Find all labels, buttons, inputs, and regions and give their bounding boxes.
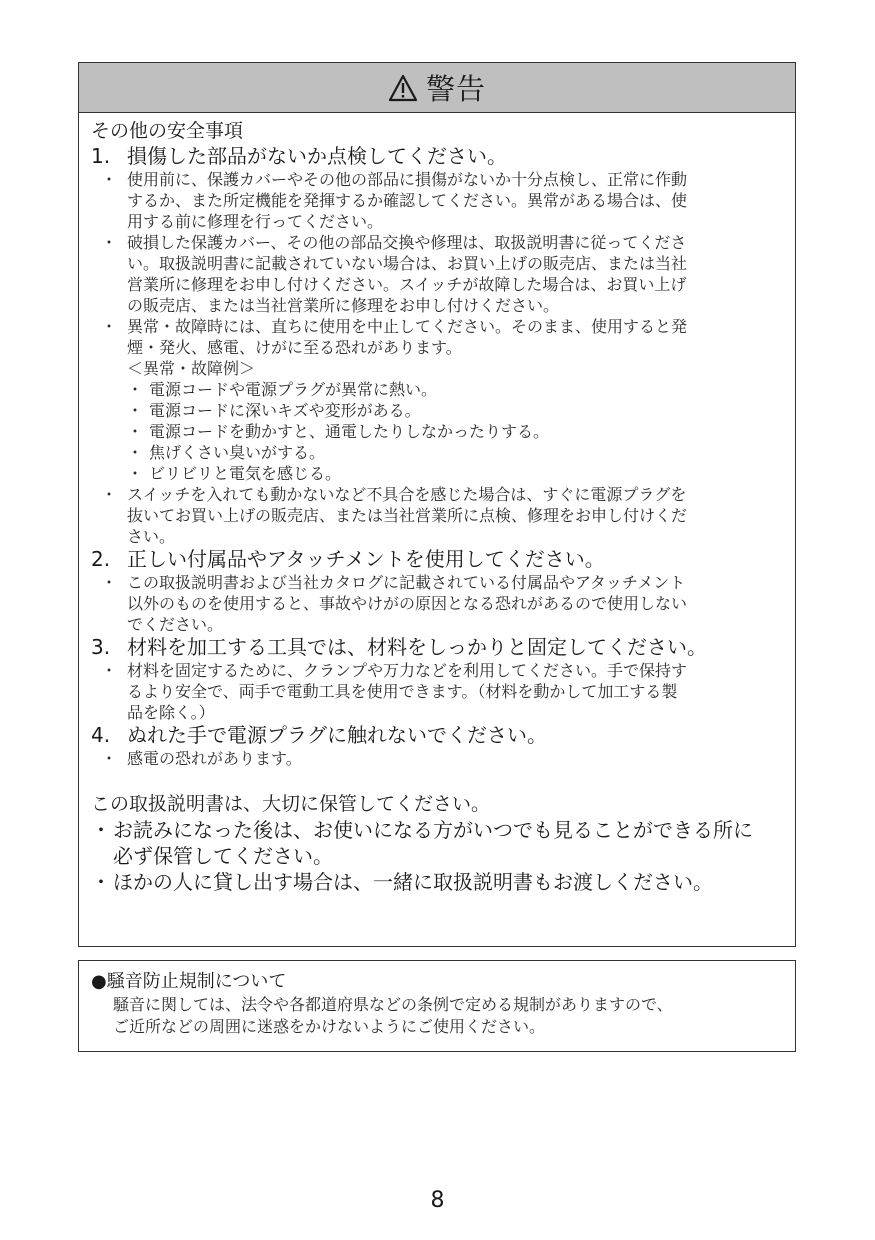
bullet-line: 材料を固定するために、クランプや万力などを利用してください。手で保持す bbox=[127, 661, 688, 680]
item-number: 4. bbox=[91, 723, 111, 747]
keep-line: 必ず保管してください。 bbox=[113, 844, 333, 868]
bullet-dot: ・ bbox=[100, 170, 117, 189]
noise-regulation-box bbox=[78, 960, 796, 1052]
bullet-line: この取扱説明書および当社カタログに記載されている付属品やアタッチメント bbox=[127, 573, 686, 592]
item-title-text: 正しい付属品やアタッチメントを使用してください。 bbox=[127, 547, 605, 571]
bullet-dot: ・ bbox=[127, 401, 144, 420]
spacer bbox=[91, 769, 783, 791]
bullet-dot: ・ bbox=[100, 485, 117, 504]
list-item bbox=[91, 484, 783, 547]
bullet-line: でください。 bbox=[127, 615, 224, 634]
example-item bbox=[91, 379, 783, 400]
example-text: ビリビリと電気を感じる。 bbox=[149, 464, 342, 483]
bullet-line: 用する前に修理を行ってください。 bbox=[127, 212, 384, 231]
item-title-1 bbox=[91, 144, 783, 169]
bullet-line: 感電の恐れがあります。 bbox=[127, 749, 302, 768]
list-item bbox=[91, 660, 783, 723]
noise-line: ご近所などの周囲に迷惑をかけないようにご使用ください。 bbox=[113, 1017, 546, 1036]
safety-subhead: その他の安全事項 bbox=[91, 120, 244, 142]
keep-item bbox=[91, 817, 783, 869]
list-item bbox=[91, 316, 783, 358]
item-number: 3. bbox=[91, 635, 111, 659]
example-item bbox=[91, 442, 783, 463]
example-item bbox=[91, 421, 783, 442]
bullet-line: い。取扱説明書に記載されていない場合は、お買い上げの販売店、または当社 bbox=[127, 254, 688, 273]
bullet-dot: ・ bbox=[127, 443, 144, 462]
warning-body bbox=[79, 113, 795, 895]
bullet-dot: ・ bbox=[127, 464, 144, 483]
bullet-line: 異常・故障時には、直ちに使用を中止してください。そのまま、使用すると発 bbox=[127, 317, 688, 336]
bullet-line: 使用前に、保護カバーやその他の部品に損傷がないか十分点検し、正常に作動 bbox=[127, 170, 688, 189]
bullet-dot: ・ bbox=[100, 749, 117, 768]
bullet-dot: ・ bbox=[100, 573, 117, 592]
bullet-dot: ・ bbox=[100, 661, 117, 680]
bullet-line: 抜いてお買い上げの販売店、または当社営業所に点検、修理をお申し付けくだ bbox=[127, 506, 688, 525]
item-title-text: 損傷した部品がないか点検してください。 bbox=[127, 144, 507, 168]
page-number: 8 bbox=[430, 1188, 445, 1213]
bullet-line: スイッチを入れても動かないなど不具合を感じた場合は、すぐに電源プラグを bbox=[127, 485, 687, 504]
bullet-dot: ・ bbox=[100, 233, 117, 252]
list-item bbox=[91, 572, 783, 635]
bullet-line: 破損した保護カバー、その他の部品交換や修理は、取扱説明書に従ってくださ bbox=[127, 233, 687, 252]
example-text: 焦げくさい臭いがする。 bbox=[149, 443, 326, 462]
bullet-dot: ・ bbox=[91, 818, 111, 842]
item-title-3 bbox=[91, 635, 783, 660]
noise-line: 騒音に関しては、法令や各都道府県などの条例で定める規制がありますので、 bbox=[113, 995, 673, 1014]
example-item bbox=[91, 400, 783, 421]
item-title-text: 材料を加工する工具では、材料をしっかりと固定してください。 bbox=[127, 635, 707, 659]
bullet-line: 品を除く。） bbox=[127, 703, 215, 722]
example-text: 電源コードを動かすと、通電したりしなかったりする。 bbox=[149, 422, 550, 441]
example-label: ＜異常・故障例＞ bbox=[127, 359, 256, 378]
keep-heading: この取扱説明書は、大切に保管してください。 bbox=[91, 793, 491, 815]
bullet-line: 煙・発火、感電、けがに至る恐れがあります。 bbox=[127, 338, 462, 357]
bullet-dot: ・ bbox=[91, 870, 111, 894]
item-number: 1. bbox=[91, 144, 111, 168]
example-item bbox=[91, 463, 783, 484]
keep-line: ほかの人に貸し出す場合は、一緒に取扱説明書もお渡しください。 bbox=[113, 870, 713, 894]
item-title-text: ぬれた手で電源プラグに触れないでください。 bbox=[127, 723, 547, 747]
noise-title: ●騒音防止規制について bbox=[91, 971, 287, 992]
list-item bbox=[91, 748, 783, 769]
bullet-line: の販売店、または当社営業所に修理をお申し付けください。 bbox=[127, 296, 560, 315]
keep-item bbox=[91, 869, 783, 895]
list-item bbox=[91, 169, 783, 232]
bullet-dot: ・ bbox=[127, 380, 144, 399]
item-number: 2. bbox=[91, 547, 111, 571]
bullet-line: 営業所に修理をお申し付けください。スイッチが故障した場合は、お買い上げ bbox=[127, 275, 687, 294]
bullet-line: 以外のものを使用すると、事故やけがの原因となる恐れがあるので使用しない bbox=[127, 594, 688, 613]
bullet-dot: ・ bbox=[127, 422, 144, 441]
list-item bbox=[91, 232, 783, 316]
warning-triangle-icon bbox=[388, 74, 418, 102]
bullet-dot: ・ bbox=[100, 317, 117, 336]
warning-box bbox=[78, 62, 796, 947]
bullet-line: るより安全で、両手で電動工具を使用できます。（材料を動かして加工する製 bbox=[127, 682, 678, 701]
item-title-2 bbox=[91, 547, 783, 572]
keep-line: お読みになった後は、お使いになる方がいつでも見ることができる所に bbox=[113, 818, 753, 842]
bullet-line: するか、また所定機能を発揮するか確認してください。異常がある場合は、使 bbox=[127, 191, 688, 210]
bullet-line: さい。 bbox=[127, 527, 176, 546]
example-text: 電源コードや電源プラグが異常に熱い。 bbox=[149, 380, 438, 399]
item-title-4 bbox=[91, 723, 783, 748]
example-text: 電源コードに深いキズや変形がある。 bbox=[149, 401, 421, 420]
warning-header bbox=[79, 63, 795, 113]
warning-title: 警告 bbox=[425, 72, 486, 106]
